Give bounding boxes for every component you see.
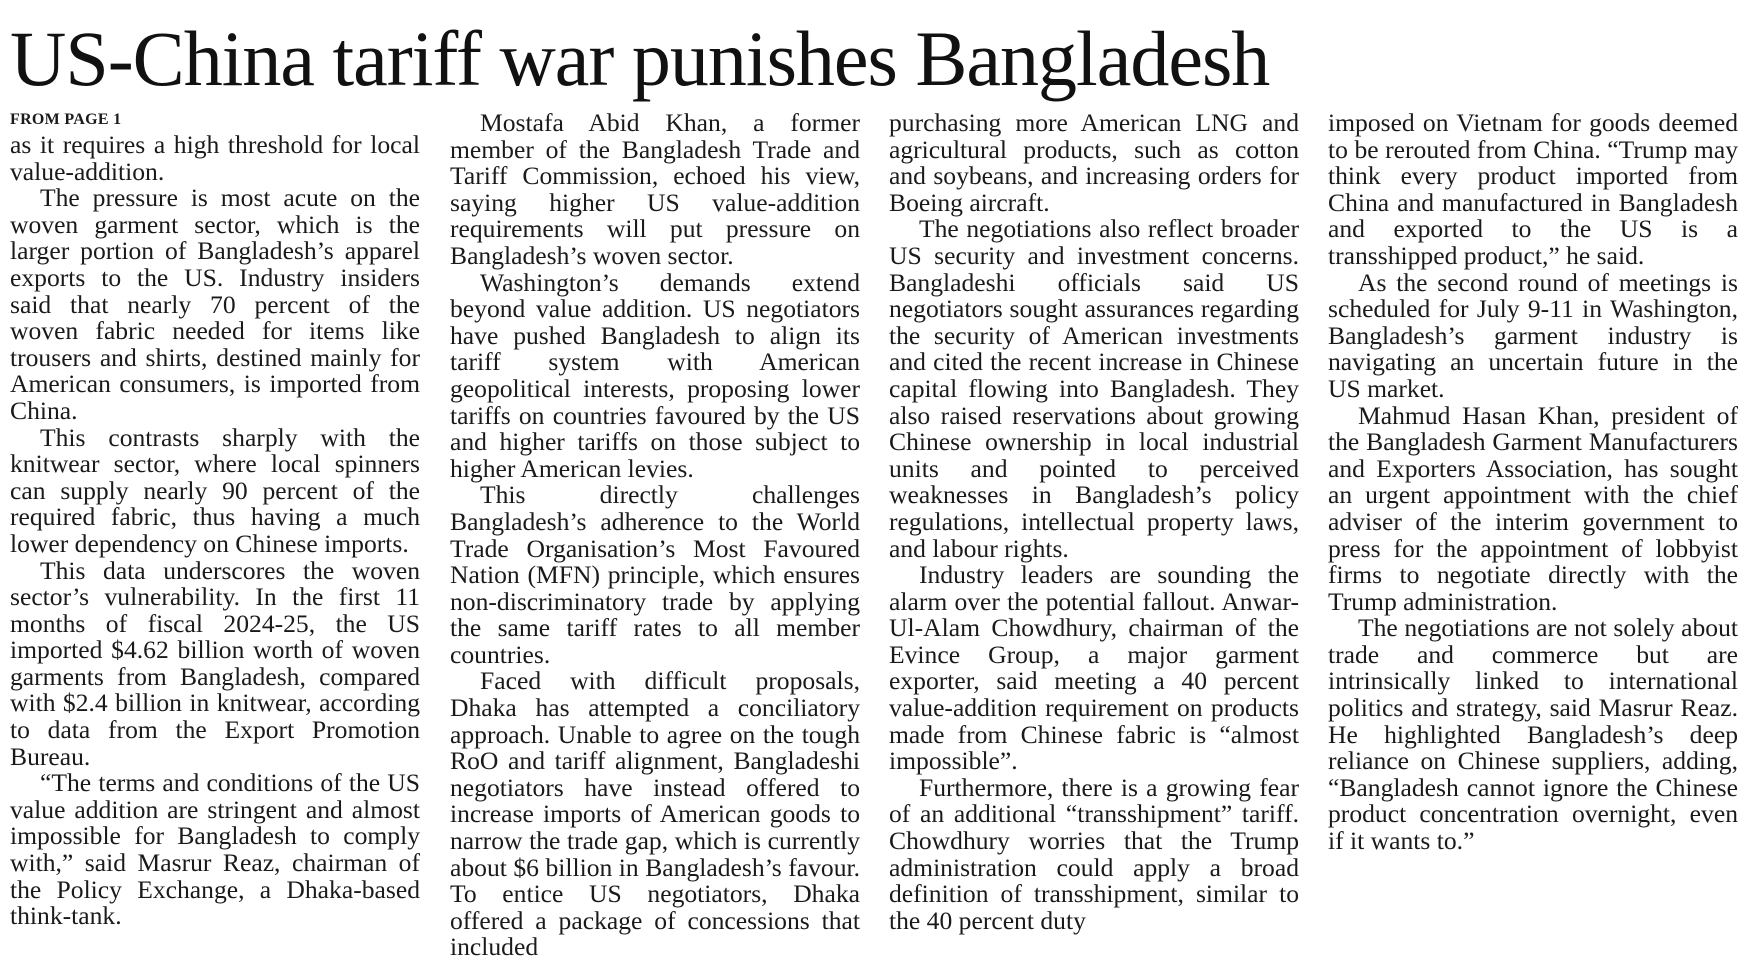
paragraph: This contrasts sharply with the knitwear sector, where local spinners can supply nearly 90 percent of the required fabric, thus having a much lower dependency on Chinese imports. (10, 422, 420, 558)
paragraph: as it requires a high threshold for local value-addition. (10, 130, 420, 186)
paragraph: purchasing more American LNG and agricultural products, such as cotton and soybeans, and increasing orders for Boeing aircraft. (889, 108, 1299, 217)
article-column-4 (1328, 110, 1738, 855)
paragraph: Faced with difficult proposals, Dhaka has attempted a conciliatory approach. Unable to agree on the tough RoO and tariff alignment, Bangladeshi negotiators have instead offered to increase imports of American goods to narrow the trade gap, which is currently about $6 billion in Bangladesh’s favour. To entice US negotiators, Dhaka offered a package of concessions that included (450, 666, 860, 962)
paragraph: The negotiations also reflect broader US security and investment concerns. Bangladeshi officials said US negotiators sought assurances regarding the security of American investments and cited the recent increase in Chinese capital flowing into Bangladesh. They also raised reservations about growing Chinese ownership in local industrial units and pointed to perceived weaknesses in Bangladesh’s policy regulations, intellectual property laws, and labour rights. (889, 214, 1299, 563)
jump-kicker: FROM PAGE 1 (10, 111, 122, 128)
paragraph: imposed on Vietnam for goods deemed to be rerouted from China. “Trump may think every product imported from China and manufactured in Bangladesh and exported to the US is a transshipped product,” he said. (1328, 108, 1738, 270)
paragraph: Mostafa Abid Khan, a former member of the Bangladesh Trade and Tariff Commission, echoed his view, saying higher US value-addition requirements will put pressure on Bangladesh’s woven sector. (450, 108, 860, 270)
paragraph: As the second round of meetings is scheduled for July 9-11 in Washington, Bangladesh’s garment industry is navigating an uncertain future in the US market. (1328, 267, 1738, 403)
paragraph: Washington’s demands extend beyond value addition. US negotiators have pushed Bangladesh to align its tariff system with American geopolitical interests, proposing lower tariffs on countries favoured by the US and higher tariffs on those subject to higher American levies. (450, 267, 860, 483)
paragraph: The pressure is most acute on the woven garment sector, which is the larger portion of Bangladesh’s apparel exports to the US. Industry insiders said that nearly 70 percent of the woven fabric needed for items like trousers and shirts, destined mainly for American consumers, is imported from China. (10, 183, 420, 425)
paragraph: Mahmud Hasan Khan, president of the Bangladesh Garment Manufacturers and Exporters Association, has sought an urgent appointment with the chief adviser of the interim government to press for the appointment of lobbyist firms to negotiate directly with the Trump administration. (1328, 400, 1738, 616)
paragraph: “The terms and conditions of the US value addition are stringent and almost impossible for Bangladesh to comply with,” said Masrur Reaz, chairman of the Policy Exchange, a Dhaka-based think-tank. (10, 768, 420, 931)
paragraph: This directly challenges Bangladesh’s adherence to the World Trade Organisation’s Most Favoured Nation (MFN) principle, which ensures non-discriminatory trade by applying the same tariff rates to all member countries. (450, 480, 860, 669)
paragraph: Industry leaders are sounding the alarm over the potential fallout. Anwar-Ul-Alam Chowdhury, chairman of the Evince Group, a major garment exporter, said meeting a 40 percent value-addition requirement on products made from Chinese fabric is “almost impossible”. (889, 560, 1299, 776)
paragraph: The negotiations are not solely about trade and commerce but are intrinsically linked to international politics and strategy, said Masrur Reaz. He highlighted Bangladesh’s deep reliance on Chinese suppliers, adding, “Bangladesh cannot ignore the Chinese product concentration overnight, even if it wants to.” (1328, 613, 1738, 856)
article-column-2 (450, 110, 860, 961)
paragraph: Furthermore, there is a growing fear of an additional “transshipment” tariff. Chowdhury worries that the Trump administration could apply a broad definition of transshipment, similar to the 40 percent duty (889, 772, 1299, 935)
article-column-1 (10, 110, 420, 930)
headline: US-China tariff war punishes Bangladesh (10, 15, 1270, 102)
paragraph: This data underscores the woven sector’s vulnerability. In the first 11 months of fiscal 2024-25, the US imported $4.62 billion worth of woven garments from Bangladesh, compared with $2.4 billion in knitwear, according to data from the Export Promotion Bureau. (10, 555, 420, 771)
article-column-3 (889, 110, 1299, 934)
